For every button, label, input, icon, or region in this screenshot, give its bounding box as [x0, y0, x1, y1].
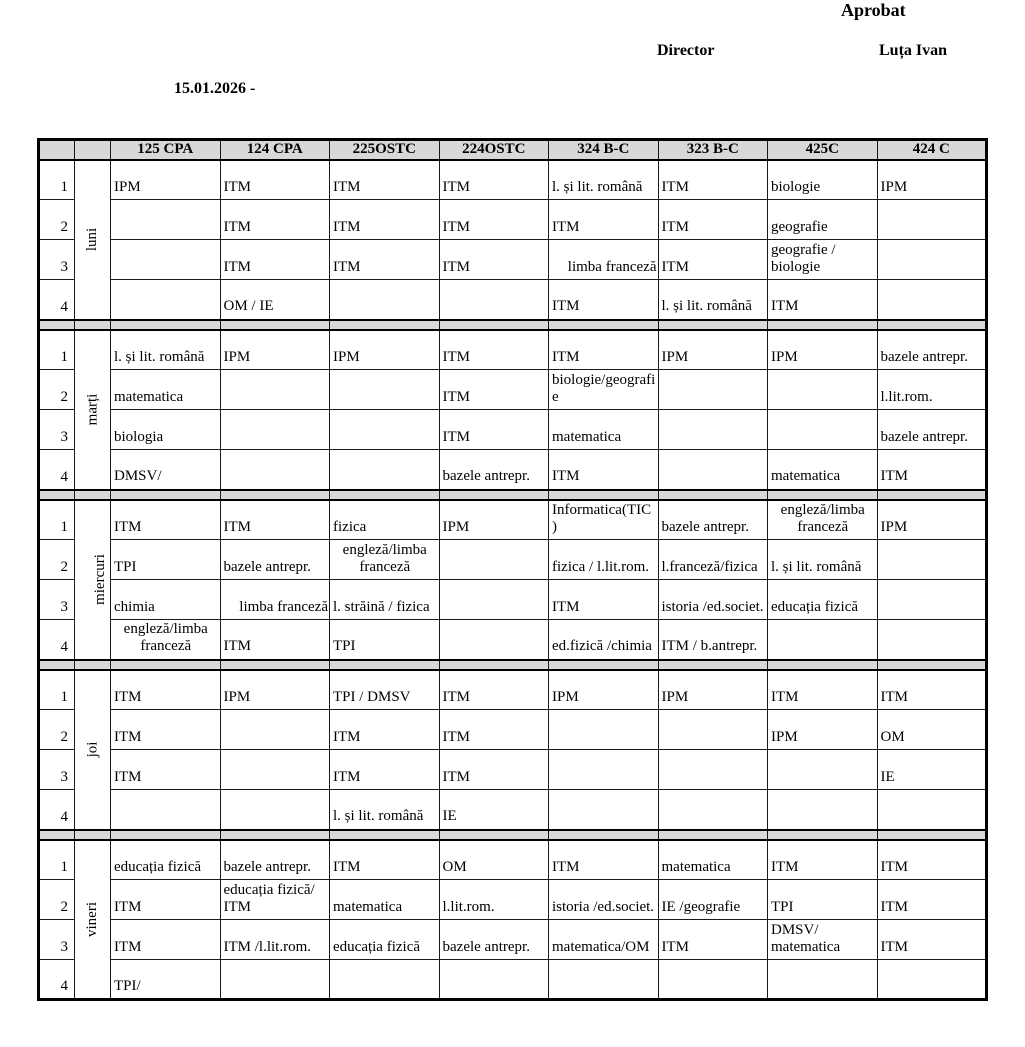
day-separator-cell — [39, 660, 75, 670]
day-separator-row — [39, 660, 987, 670]
period-number: 2 — [39, 370, 75, 410]
timetable-cell: l.lit.rom. — [877, 370, 987, 410]
day-separator-cell — [39, 830, 75, 840]
timetable-cell — [658, 750, 768, 790]
timetable-cell: TPI — [768, 880, 878, 920]
timetable-cell: l. străină / fizica — [330, 580, 440, 620]
timetable-cell: bazele antrepr. — [220, 840, 330, 880]
day-separator-cell — [768, 830, 878, 840]
timetable-cell: ITM — [549, 840, 659, 880]
day-separator-cell — [220, 830, 330, 840]
timetable-cell: ITM — [330, 200, 440, 240]
timetable-cell — [549, 750, 659, 790]
day-separator-cell — [549, 320, 659, 330]
timetable-cell — [768, 790, 878, 830]
row-joi-2 — [39, 710, 987, 750]
timetable-cell: ITM — [439, 330, 549, 370]
timetable-cell: matematica — [330, 880, 440, 920]
timetable-cell: ITM — [330, 750, 440, 790]
timetable-cell: ITM — [439, 410, 549, 450]
timetable-cell: TPI — [111, 540, 221, 580]
day-separator-cell — [330, 490, 440, 500]
timetable-cell — [220, 370, 330, 410]
timetable-cell: ITM — [439, 160, 549, 200]
timetable-cell: biologie/geografie — [549, 370, 659, 410]
timetable-cell: IPM — [768, 710, 878, 750]
timetable-cell: l.lit.rom. — [439, 880, 549, 920]
timetable-cell — [220, 960, 330, 1000]
timetable-cell: ITM — [768, 280, 878, 320]
timetable-cell: ITM — [549, 330, 659, 370]
day-separator-cell — [75, 830, 111, 840]
timetable-cell: IE — [439, 790, 549, 830]
timetable-cell: ITM — [877, 670, 987, 710]
timetable-cell: ITM — [111, 880, 221, 920]
timetable-cell — [111, 280, 221, 320]
timetable-cell: l. și lit. română — [549, 160, 659, 200]
row-luni-2 — [39, 200, 987, 240]
timetable-cell: matematica — [549, 410, 659, 450]
period-number: 2 — [39, 710, 75, 750]
day-separator-cell — [439, 490, 549, 500]
timetable-cell — [439, 620, 549, 660]
timetable-cell — [439, 960, 549, 1000]
timetable-cell: ITM — [439, 200, 549, 240]
period-number: 1 — [39, 670, 75, 710]
timetable-cell — [877, 240, 987, 280]
timetable-cell: limba franceză — [549, 240, 659, 280]
day-label: vineri — [84, 901, 100, 937]
timetable-cell: engleză/limba franceză — [768, 500, 878, 540]
timetable-cell: educația fizică — [330, 920, 440, 960]
class-column-header-424-c: 424 C — [877, 140, 987, 160]
timetable-cell: IPM — [877, 500, 987, 540]
day-separator-cell — [549, 830, 659, 840]
timetable-cell: ed.fizică /chimia — [549, 620, 659, 660]
period-number: 3 — [39, 580, 75, 620]
day-separator-cell — [877, 660, 987, 670]
timetable-cell — [330, 450, 440, 490]
day-separator-cell — [75, 320, 111, 330]
period-number: 1 — [39, 330, 75, 370]
day-separator-cell — [768, 490, 878, 500]
day-separator-cell — [439, 830, 549, 840]
timetable-cell: ITM — [330, 840, 440, 880]
timetable-cell: ITM — [439, 710, 549, 750]
timetable-cell — [877, 580, 987, 620]
day-separator-cell — [330, 830, 440, 840]
timetable-cell: ITM — [439, 370, 549, 410]
timetable-cell: DMSV/ — [111, 450, 221, 490]
timetable-cell — [877, 620, 987, 660]
row-joi-1 — [39, 670, 987, 710]
timetable-cell: IPM — [658, 670, 768, 710]
timetable-cell: DMSV/ matematica — [768, 920, 878, 960]
day-label: joi — [84, 741, 100, 758]
timetable-cell: ITM — [439, 750, 549, 790]
timetable-cell: ITM — [549, 280, 659, 320]
day-separator-cell — [768, 660, 878, 670]
timetable-cell — [330, 960, 440, 1000]
timetable-cell: bazele antrepr. — [877, 330, 987, 370]
period-number: 3 — [39, 410, 75, 450]
day-separator-cell — [111, 660, 221, 670]
timetable-cell — [330, 370, 440, 410]
row-miercuri-1 — [39, 500, 987, 540]
timetable-cell — [658, 410, 768, 450]
day-separator-cell — [75, 490, 111, 500]
timetable-cell: fizica — [330, 500, 440, 540]
timetable-cell: biologie — [768, 160, 878, 200]
timetable-cell — [111, 790, 221, 830]
timetable-cell — [220, 790, 330, 830]
timetable-cell: bazele antrepr. — [439, 450, 549, 490]
timetable-cell: ITM — [768, 670, 878, 710]
day-separator-cell — [75, 660, 111, 670]
timetable-cell: IPM — [768, 330, 878, 370]
row-marți-4 — [39, 450, 987, 490]
timetable-cell: matematica — [658, 840, 768, 880]
timetable-cell: ITM — [111, 920, 221, 960]
class-column-header-224ostc: 224OSTC — [439, 140, 549, 160]
day-separator-cell — [549, 660, 659, 670]
timetable-cell: l. și lit. română — [768, 540, 878, 580]
timetable-cell — [877, 280, 987, 320]
day-separator-cell — [658, 320, 768, 330]
day-separator-cell — [658, 660, 768, 670]
day-separator-cell — [220, 320, 330, 330]
day-cell-joi — [75, 670, 111, 830]
day-separator-row — [39, 490, 987, 500]
timetable-cell: ITM — [220, 200, 330, 240]
timetable-cell: ITM — [439, 670, 549, 710]
timetable-cell: bazele antrepr. — [220, 540, 330, 580]
timetable-cell: ITM — [549, 450, 659, 490]
timetable-cell — [877, 540, 987, 580]
timetable-cell: IPM — [658, 330, 768, 370]
day-cell-marți — [75, 330, 111, 490]
period-number: 3 — [39, 920, 75, 960]
timetable-cell: istoria /ed.societ. — [658, 580, 768, 620]
timetable-cell: IPM — [549, 670, 659, 710]
day-cell-miercuri — [75, 500, 111, 660]
day-separator-cell — [439, 660, 549, 670]
period-number: 4 — [39, 790, 75, 830]
timetable-cell: ITM — [768, 840, 878, 880]
class-column-header-125-cpa: 125 CPA — [111, 140, 221, 160]
timetable-cell: l.franceză/fizica — [658, 540, 768, 580]
timetable-cell: educația fizică — [111, 840, 221, 880]
timetable-cell — [658, 790, 768, 830]
timetable-cell: ITM — [549, 580, 659, 620]
day-label: luni — [84, 227, 100, 252]
timetable-cell — [768, 410, 878, 450]
timetable-cell: istoria /ed.societ. — [549, 880, 659, 920]
timetable-cell — [768, 370, 878, 410]
timetable-cell: educația fizică — [768, 580, 878, 620]
timetable-cell: ITM — [658, 240, 768, 280]
timetable-cell — [111, 240, 221, 280]
timetable-cell: ITM — [877, 840, 987, 880]
class-header-row — [39, 140, 987, 160]
timetable-cell: l. și lit. română — [330, 790, 440, 830]
row-joi-3 — [39, 750, 987, 790]
timetable-cell: ITM / b.antrepr. — [658, 620, 768, 660]
period-number: 2 — [39, 200, 75, 240]
timetable-cell — [439, 280, 549, 320]
day-cell-luni — [75, 160, 111, 320]
timetable-cell — [877, 200, 987, 240]
period-number: 1 — [39, 160, 75, 200]
timetable-cell: OM — [439, 840, 549, 880]
timetable-cell: ITM — [111, 670, 221, 710]
timetable-head — [39, 140, 987, 160]
timetable-cell: ITM — [877, 450, 987, 490]
timetable-cell — [768, 960, 878, 1000]
day-separator-cell — [658, 490, 768, 500]
timetable-cell — [658, 370, 768, 410]
period-number: 1 — [39, 500, 75, 540]
day-cell-vineri — [75, 840, 111, 1000]
day-separator-cell — [39, 320, 75, 330]
timetable-cell — [220, 750, 330, 790]
timetable-cell: matematica — [768, 450, 878, 490]
timetable-cell: engleză/limba franceză — [111, 620, 221, 660]
timetable-cell: IE /geografie — [658, 880, 768, 920]
timetable-cell — [220, 450, 330, 490]
timetable-cell: ITM — [330, 160, 440, 200]
timetable-cell: ITM — [330, 710, 440, 750]
row-vineri-3 — [39, 920, 987, 960]
timetable-cell: ITM — [220, 160, 330, 200]
timetable-cell: geografie — [768, 200, 878, 240]
timetable-cell: ITM — [658, 160, 768, 200]
timetable-cell: geografie / biologie — [768, 240, 878, 280]
timetable-cell: ITM — [220, 620, 330, 660]
period-number: 4 — [39, 280, 75, 320]
timetable-cell — [658, 960, 768, 1000]
row-marți-3 — [39, 410, 987, 450]
timetable-cell: bazele antrepr. — [658, 500, 768, 540]
timetable-cell: limba franceză — [220, 580, 330, 620]
timetable-cell — [877, 960, 987, 1000]
timetable-cell: bazele antrepr. — [439, 920, 549, 960]
timetable-cell — [549, 710, 659, 750]
timetable-cell: educația fizică/ ITM — [220, 880, 330, 920]
timetable-cell: ITM — [658, 920, 768, 960]
row-marți-1 — [39, 330, 987, 370]
timetable-cell: biologia — [111, 410, 221, 450]
timetable-cell: ITM — [658, 200, 768, 240]
day-separator-cell — [549, 490, 659, 500]
day-label: miercuri — [91, 554, 108, 605]
timetable-cell — [330, 410, 440, 450]
timetable-cell: ITM /l.lit.rom. — [220, 920, 330, 960]
row-vineri-4 — [39, 960, 987, 1000]
timetable-cell — [439, 540, 549, 580]
timetable-cell: ITM — [111, 500, 221, 540]
row-marți-2 — [39, 370, 987, 410]
day-separator-cell — [877, 320, 987, 330]
timetable-cell: ITM — [549, 200, 659, 240]
approved-label: Aprobat — [841, 0, 906, 20]
row-miercuri-2 — [39, 540, 987, 580]
class-column-header-425c: 425C — [768, 140, 878, 160]
timetable-cell: IE — [877, 750, 987, 790]
period-number: 4 — [39, 450, 75, 490]
period-number: 2 — [39, 540, 75, 580]
timetable-cell: TPI / DMSV — [330, 670, 440, 710]
period-number: 2 — [39, 880, 75, 920]
day-separator-cell — [877, 490, 987, 500]
timetable-cell: ITM — [877, 920, 987, 960]
timetable-cell — [658, 450, 768, 490]
timetable-cell — [768, 750, 878, 790]
timetable-cell: OM — [877, 710, 987, 750]
class-column-header-324-b-c: 324 B-C — [549, 140, 659, 160]
period-number: 1 — [39, 840, 75, 880]
day-separator-cell — [439, 320, 549, 330]
timetable-cell: ITM — [111, 750, 221, 790]
timetable-cell: bazele antrepr. — [877, 410, 987, 450]
row-luni-1 — [39, 160, 987, 200]
row-joi-4 — [39, 790, 987, 830]
timetable-cell: TPI/ — [111, 960, 221, 1000]
timetable-cell: ITM — [877, 880, 987, 920]
day-separator-row — [39, 830, 987, 840]
day-separator-row — [39, 320, 987, 330]
timetable-cell — [220, 410, 330, 450]
timetable-cell — [549, 790, 659, 830]
timetable-cell — [768, 620, 878, 660]
corner-cell — [39, 140, 75, 160]
timetable-cell: ITM — [220, 240, 330, 280]
timetable-cell: l. și lit. română — [658, 280, 768, 320]
timetable-cell — [330, 280, 440, 320]
day-separator-cell — [330, 660, 440, 670]
timetable-cell: ITM — [111, 710, 221, 750]
director-label: Director — [657, 42, 715, 59]
row-miercuri-3 — [39, 580, 987, 620]
row-luni-3 — [39, 240, 987, 280]
timetable-cell: IPM — [439, 500, 549, 540]
day-separator-cell — [220, 490, 330, 500]
row-vineri-1 — [39, 840, 987, 880]
timetable-cell: ITM — [220, 500, 330, 540]
timetable-cell: Informatica(TIC) — [549, 500, 659, 540]
timetable-cell: ITM — [439, 240, 549, 280]
timetable-cell: l. și lit. română — [111, 330, 221, 370]
timetable-cell — [111, 200, 221, 240]
row-vineri-2 — [39, 880, 987, 920]
timetable-cell: TPI — [330, 620, 440, 660]
timetable-cell: IPM — [330, 330, 440, 370]
day-separator-cell — [658, 830, 768, 840]
period-number: 4 — [39, 620, 75, 660]
timetable-cell: IPM — [220, 330, 330, 370]
day-separator-cell — [111, 830, 221, 840]
day-separator-cell — [877, 830, 987, 840]
timetable-cell: ITM — [330, 240, 440, 280]
timetable-body — [39, 160, 987, 1000]
period-number: 3 — [39, 750, 75, 790]
timetable-cell: chimia — [111, 580, 221, 620]
period-number: 4 — [39, 960, 75, 1000]
row-luni-4 — [39, 280, 987, 320]
timetable-cell: engleză/limba franceză — [330, 540, 440, 580]
period-number: 3 — [39, 240, 75, 280]
director-name: Luța Ivan — [879, 42, 948, 59]
timetable-cell: matematica/OM — [549, 920, 659, 960]
day-separator-cell — [39, 490, 75, 500]
day-label: marți — [84, 393, 100, 426]
timetable-cell: IPM — [877, 160, 987, 200]
timetable-cell: OM / IE — [220, 280, 330, 320]
timetable-cell — [549, 960, 659, 1000]
timetable-cell: matematica — [111, 370, 221, 410]
corner-cell — [75, 140, 111, 160]
day-separator-cell — [111, 490, 221, 500]
timetable-cell: IPM — [111, 160, 221, 200]
day-separator-cell — [768, 320, 878, 330]
timetable-cell — [220, 710, 330, 750]
timetable-cell — [439, 580, 549, 620]
timetable — [37, 138, 988, 1001]
class-column-header-225ostc: 225OSTC — [330, 140, 440, 160]
class-column-header-323-b-c: 323 B-C — [658, 140, 768, 160]
timetable-cell — [877, 790, 987, 830]
timetable-cell: fizica / l.lit.rom. — [549, 540, 659, 580]
class-column-header-124-cpa: 124 CPA — [220, 140, 330, 160]
day-separator-cell — [220, 660, 330, 670]
timetable-cell — [658, 710, 768, 750]
timetable-cell: IPM — [220, 670, 330, 710]
day-separator-cell — [111, 320, 221, 330]
day-separator-cell — [330, 320, 440, 330]
row-miercuri-4 — [39, 620, 987, 660]
schedule-date: 15.01.2026 - — [174, 80, 256, 97]
